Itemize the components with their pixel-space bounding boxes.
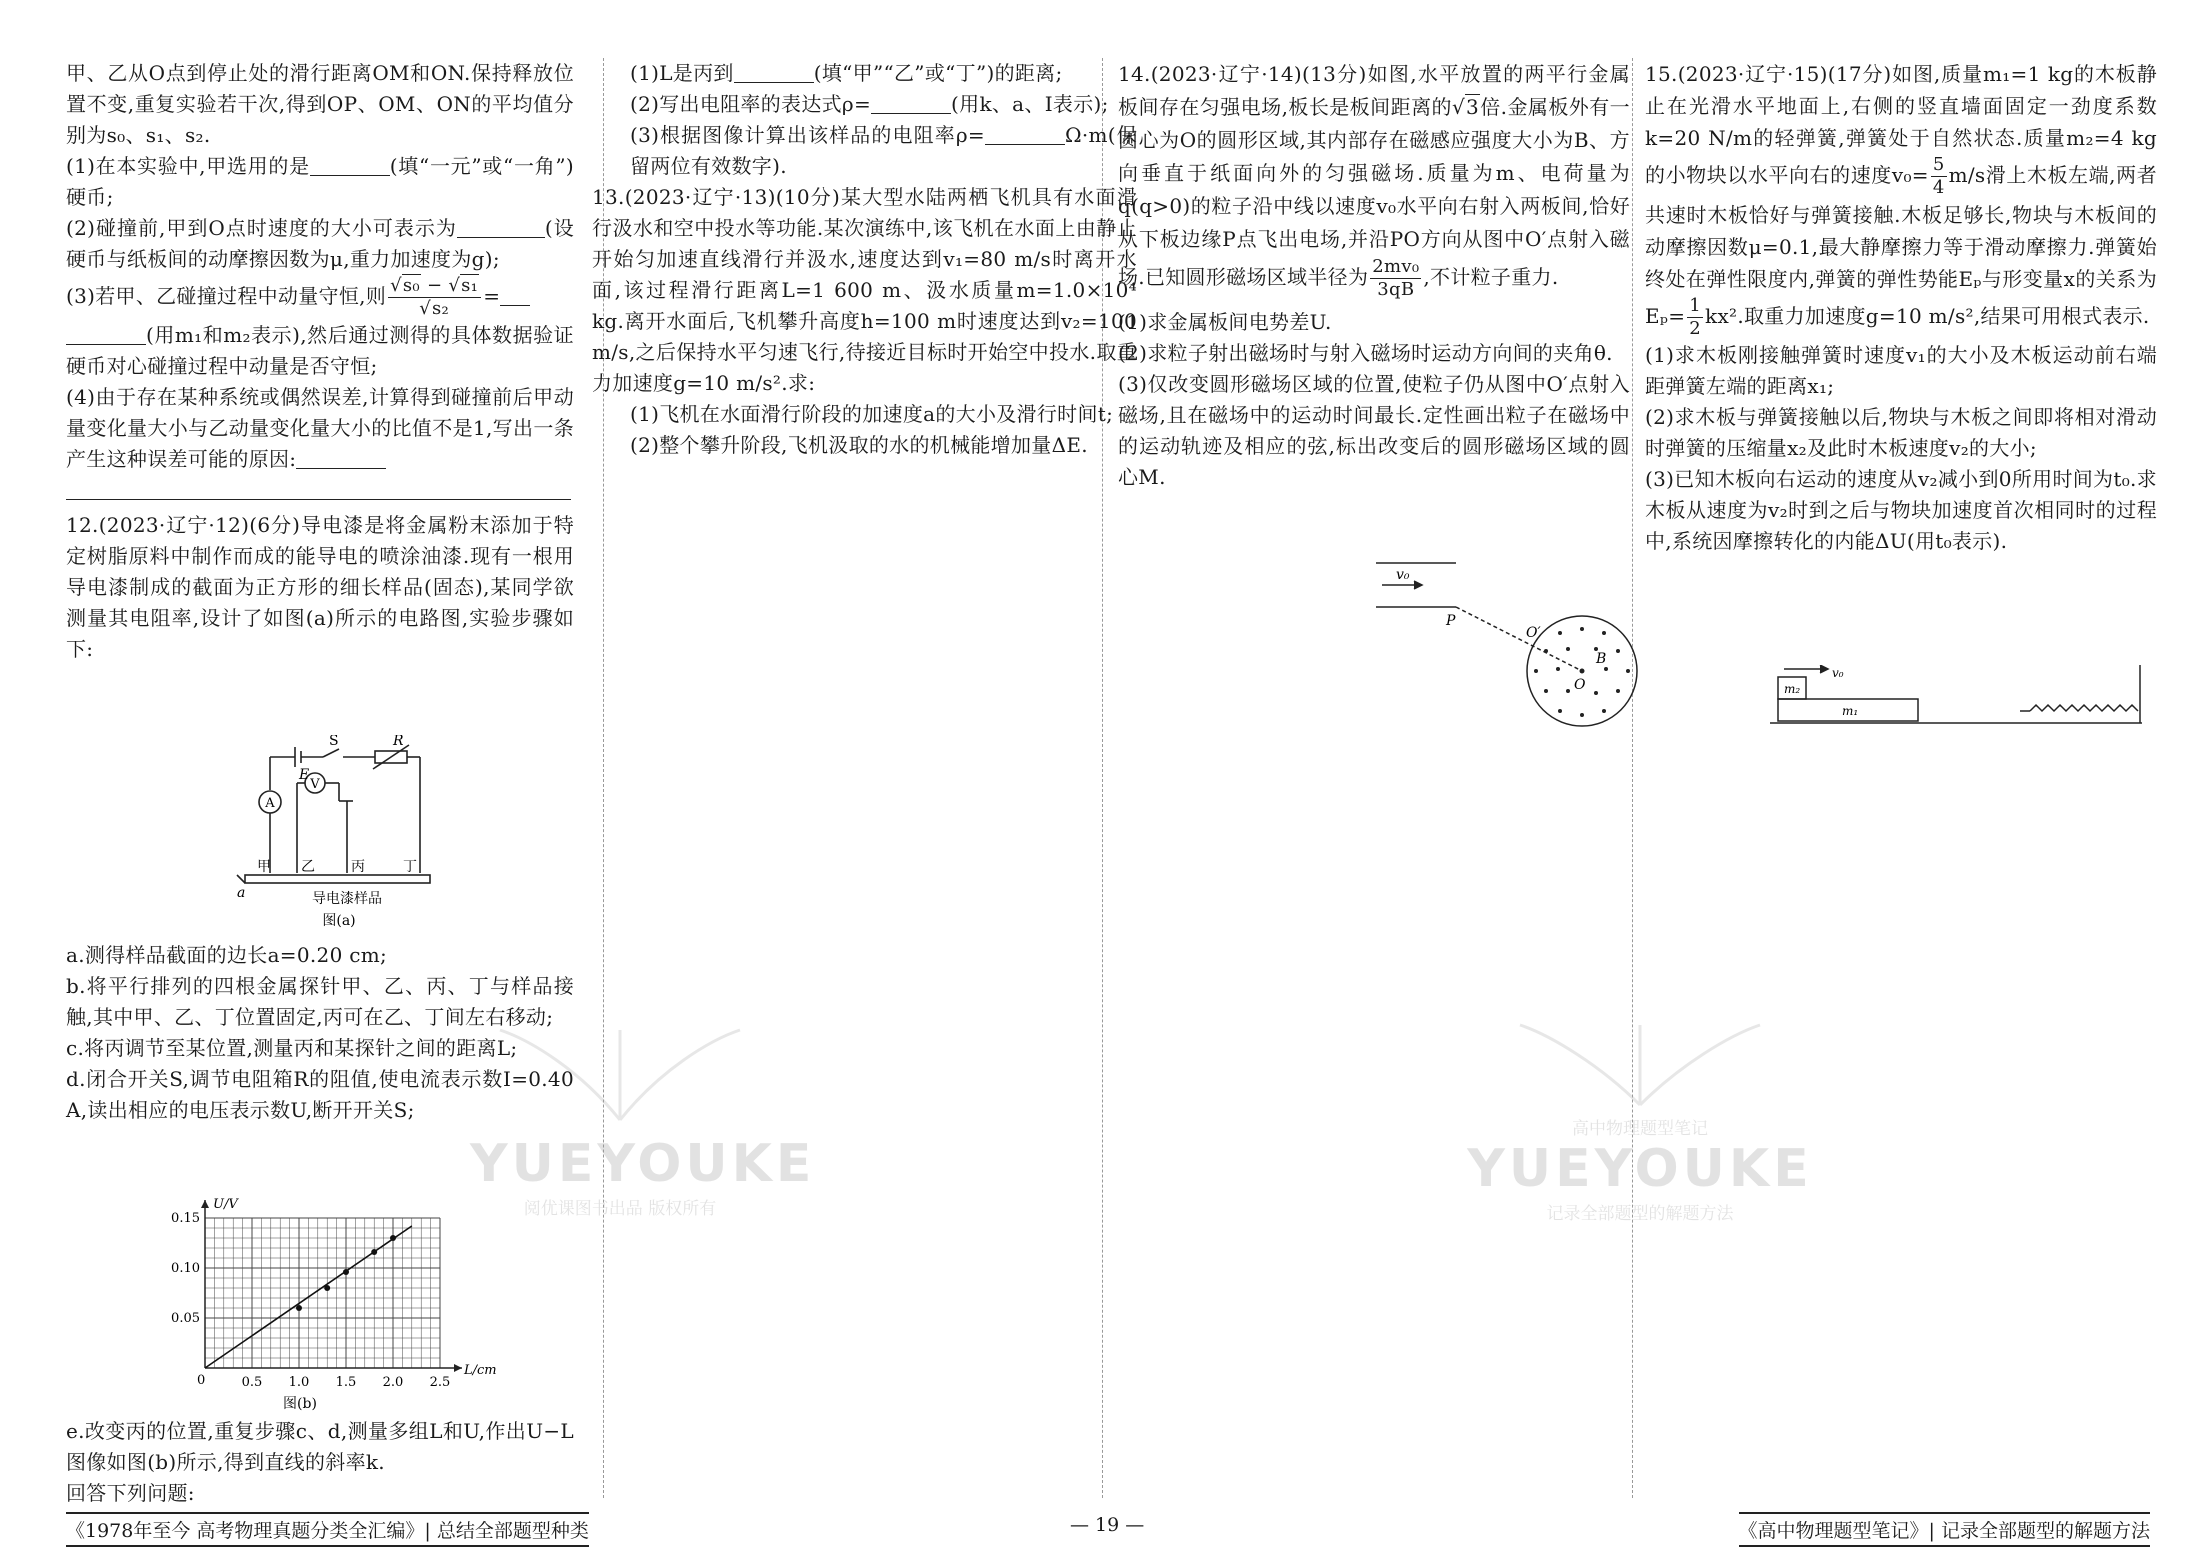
column-divider <box>1632 58 1633 1498</box>
q11-part3-cont: (用m₁和m₂表示),然后通过测得的具体数据验证硬币对心碰撞过程中动量是否守恒; <box>66 323 574 378</box>
x-tick-label: 1.0 <box>288 1375 310 1390</box>
figure-q14 <box>1370 555 1640 745</box>
q13-stem: 13.(2023·辽宁·13)(10分)某大型水陆两栖飞机具有水面滑行汲水和空中投水等功能.某次演练中,该飞机在水面上由静止开始匀加速直线滑行并汲水,速度达到v₁=80 m/s时离开水面,该过程滑行距离L=1 600 m、汲水质量m=1.0×10⁴ kg.离开水面后,飞机攀升高度h=100 m时速度达到v₂=100 m/s,之后保持水平匀速飞行,待接近目标时开始空中投水.取重力加速度g=10 m/s².求: <box>592 185 1137 395</box>
o-label: O <box>1574 677 1586 693</box>
x-tick-label: 0.5 <box>241 1375 263 1390</box>
m1-label: m₁ <box>1842 704 1859 718</box>
column-3 <box>1118 58 1630 493</box>
q11-part2: (2)碰撞前,甲到O点时速度的大小可表示为 (设硬币与纸板间的动摩擦因数为μ,重力加速度为g); <box>66 216 575 271</box>
watermark-title: YUEYOUKE <box>470 1134 816 1194</box>
origin-label: 0 <box>197 1373 206 1388</box>
q14-part2: (2)求粒子射出磁场时与射入磁场时运动方向间的夹角θ. <box>1118 341 1613 365</box>
q13-part1: (1)飞机在水面滑行阶段的加速度a的大小及滑行时间t; <box>630 402 1114 426</box>
q11-part4: (4)由于存在某种系统或偶然误差,计算得到碰撞前后甲动量变化量大小与乙动量变化量大小的比值不是1,写出一条产生这种误差可能的原因: <box>66 385 574 471</box>
answer-prompt: 回答下列问题: <box>66 1481 195 1505</box>
q12-part2: (2)写出电阻率的表达式ρ= (用k、a、I表示); <box>630 92 1109 116</box>
voltmeter-label: V <box>310 777 320 792</box>
figure-b-caption: 图(b) <box>283 1396 317 1412</box>
column-4 <box>1645 58 2157 557</box>
footer-right: 《高中物理题型笔记》| 记录全部题型的解题方法 <box>1739 1512 2150 1547</box>
figure-a-caption: 图(a) <box>322 913 356 929</box>
y-tick-label: 0.15 <box>171 1211 200 1226</box>
q11-part1: (1)在本实验中,甲选用的是 (填“一元”或“一角”)硬币; <box>66 154 574 209</box>
q11-text: 甲、乙从O点到停止处的滑行距离OM和ON.保持释放位置不变,重复实验若干次,得到OP、OM、ON的平均值分别为s₀、s₁、s₂. <box>66 61 574 147</box>
watermark-sub: 记录全部题型的解题方法 <box>1546 1204 1734 1224</box>
data-point <box>371 1249 377 1255</box>
y-axis-label: U/V <box>213 1198 238 1212</box>
probe-jia: 甲 <box>257 859 271 875</box>
step-a: a.测得样品截面的边长a=0.20 cm; <box>66 943 388 967</box>
switch-label: S <box>329 735 339 749</box>
column-1-steps <box>66 940 574 1126</box>
data-point <box>390 1235 396 1241</box>
figure-a-circuit <box>235 735 435 935</box>
data-point <box>324 1285 330 1291</box>
x-axis-arrow-icon <box>454 1364 462 1372</box>
footer-left: 《1978年至今 高考物理真题分类全汇编》| 总结全部题型种类 <box>66 1512 589 1547</box>
q12-stem: 12.(2023·辽宁·12)(6分)导电漆是将金属粉末添加于特定树脂原料中制作而成的能导电的喷涂油漆.现有一根用导电漆制成的截面为正方形的细长样品(固态),某同学欲测量其电阻率,设计了如图(a)所示的电路图,实验步骤如下: <box>66 513 574 661</box>
q14-part3: (3)仅改变圆形磁场区域的位置,使粒子仍从图中O′点射入磁场,且在磁场中的运动时间最长.定性画出粒子在磁场中的运动轨迹及相应的弦,标出改变后的圆形磁场区域的圆心M. <box>1118 372 1630 489</box>
q15-part2: (2)求木板与弹簧接触以后,物块与木板之间即将相对滑动时弹簧的压缩量x₂及此时木板速度v₂的大小; <box>1645 405 2157 460</box>
rheostat-label: R <box>393 735 404 749</box>
q12-part3: (3)根据图像计算出该样品的电阻率ρ= Ω·m(保留两位有效数字). <box>630 123 1137 178</box>
q11-part3: (3)若甲、乙碰撞过程中动量守恒,则 $\frac{\text{√s₀ − √s₁}}{\text{√s₂}}$ = <box>66 275 574 320</box>
q14-part1: (1)求金属板间电势差U. <box>1118 310 1332 334</box>
sample-label: 导电漆样品 <box>312 891 382 907</box>
book-wings-icon <box>1510 1010 1770 1110</box>
b-label: B <box>1596 651 1607 667</box>
v0-label: v₀ <box>1832 666 1844 680</box>
x-tick-label: 2.0 <box>382 1375 404 1390</box>
step-b: b.将平行排列的四根金属探针甲、乙、丙、丁与样品接触,其中甲、乙、丁位置固定,丙可在乙、丁间左右移动; <box>66 974 574 1029</box>
p-label: P <box>1446 613 1456 629</box>
y-tick-label: 0.10 <box>171 1261 200 1276</box>
figure-q15 <box>1770 665 2150 735</box>
q13-part2: (2)整个攀升阶段,飞机汲取的水的机械能增加量ΔE. <box>630 433 1088 457</box>
column-2 <box>592 58 1137 461</box>
x-axis-label: L/cm <box>464 1363 497 1378</box>
x-tick-label: 2.5 <box>429 1375 451 1390</box>
column-1-end <box>66 1416 574 1509</box>
page-number: — 19 — <box>1070 1514 1145 1536</box>
step-d: d.闭合开关S,调节电阻箱R的阻值,使电流表示数I=0.40 A,读出相应的电压表示数U,断开开关S; <box>66 1067 574 1122</box>
v0-label: v₀ <box>1396 567 1410 583</box>
emf-label: E <box>299 767 310 783</box>
ammeter-label: A <box>265 796 275 811</box>
y-tick-label: 0.05 <box>171 1311 200 1326</box>
step-c: c.将丙调节至某位置,测量丙和某探针之间的距离L; <box>66 1036 518 1060</box>
watermark-title: YUEYOUKE <box>1467 1139 1813 1199</box>
probe-yi: 乙 <box>301 859 315 875</box>
probe-ding: 丁 <box>403 859 417 875</box>
m2-label: m₂ <box>1784 682 1801 696</box>
watermark-top: 高中物理题型笔记 <box>1572 1119 1708 1139</box>
magnetic-field-dots <box>1534 627 1630 717</box>
q15-stem: 15.(2023·辽宁·15)(17分)如图,质量m₁=1 kg的木板静止在光滑水平地面上,右侧的竖直墙面固定一劲度系数k=20 N/m的轻弹簧,弹簧处于自然状态.质量m₂=4 kg的小物块以水平向右的速度v₀= $\frac{5}{4}$ m/s滑上木板左端,两者共速时木板恰好与弹簧接触.木板足够长,物块与木板间的动摩擦因数μ=0.1,最大静摩擦力等于滑动摩擦力.弹簧始终处在弹性限度内,弹簧的弹性势能Eₚ与形变量x的关系为Eₚ= $\frac{1}{2}$ kx².取重力加速度g=10 m/s²,结果可用根式表示. <box>1645 62 2157 339</box>
data-point <box>343 1269 349 1275</box>
x-tick-label: 1.5 <box>335 1375 357 1390</box>
watermark-sub: 阅优课图书出品 版权所有 <box>523 1199 717 1219</box>
side-a-label: a <box>237 885 246 901</box>
figure-b-chart <box>165 1198 515 1413</box>
probe-bing: 丙 <box>351 859 365 875</box>
o-prime-label: O′ <box>1526 625 1541 641</box>
watermark-right <box>1460 1010 1820 1224</box>
q15-part1: (1)求木板刚接触弹簧时速度v₁的大小及木板运动前右端距弹簧左端的距离x₁; <box>1645 343 2157 398</box>
q14-stem: 14.(2023·辽宁·14)(13分)如图,水平放置的两平行金属板间存在匀强电场,板长是板间距离的√3倍.金属板外有一圆心为O的圆形区域,其内部存在磁感应强度大小为B、方向垂直于纸面向外的匀强磁场.质量为m、电荷量为q(q>0)的粒子沿中线以速度v₀水平向右射入两板间,恰好从下板边缘P点飞出电场,并沿PO方向从图中O′点射入磁场.已知圆形磁场区域半径为 $\frac{\text{2mv₀}}{3qB}$ ,不计粒子重力. <box>1118 62 1630 300</box>
step-e: e.改变丙的位置,重复步骤c、d,测量多组L和U,作出U−L图像如图(b)所示,得到直线的斜率k. <box>66 1419 574 1474</box>
column-1 <box>66 58 574 665</box>
q12-part1: (1)L是丙到 (填“甲”“乙”或“丁”)的距离; <box>630 61 1063 85</box>
q15-part3: (3)已知木板向右运动的速度从v₂减小到0所用时间为t₀.求木板从速度为v₂时到之后与物块加速度首次相同时的过程中,系统因摩擦转化的内能ΔU(用t₀表示). <box>1645 467 2157 553</box>
y-axis-arrow-icon <box>201 1200 209 1208</box>
data-point <box>296 1305 302 1311</box>
